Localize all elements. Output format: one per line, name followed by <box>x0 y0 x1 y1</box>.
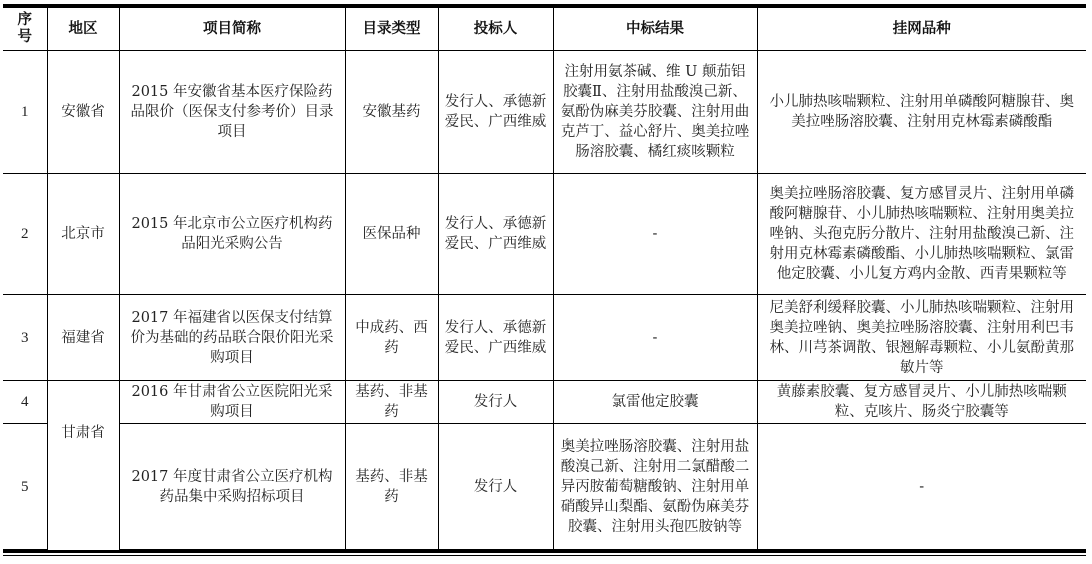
header-project: 项目简称 <box>119 8 345 51</box>
header-winning-result: 中标结果 <box>553 8 757 51</box>
cell-winning-result: 注射用氨茶碱、维 U 颠茄铝胶囊Ⅱ、注射用盐酸溴己新、氨酚伪麻美芬胶囊、注射用曲克芦丁、益心舒片、奥美拉唑肠溶胶囊、橘红痰咳颗粒 <box>553 51 757 174</box>
table-row <box>3 424 1086 550</box>
cell-project: 2017 年福建省以医保支付结算价为基础的药品联合限价阳光采购项目 <box>119 295 345 381</box>
header-catalog-type: 目录类型 <box>345 8 438 51</box>
cell-winning-result: 氯雷他定胶囊 <box>553 381 757 424</box>
cell-project: 2016 年甘肃省公立医院阳光采购项目 <box>119 381 345 424</box>
cell-bidder: 发行人 <box>438 381 553 424</box>
bidding-table-container <box>3 4 1086 556</box>
cell-seq: 3 <box>3 295 47 381</box>
cell-region: 安徽省 <box>47 51 119 174</box>
bottom-rule-thin <box>3 555 1086 556</box>
cell-region: 北京市 <box>47 174 119 295</box>
cell-bidder: 发行人 <box>438 424 553 550</box>
cell-bidder: 发行人、承德新爱民、广西维威 <box>438 295 553 381</box>
cell-project: 2015 年安徽省基本医疗保险药品限价（医保支付参考价）目录项目 <box>119 51 345 174</box>
cell-bidder: 发行人、承德新爱民、广西维威 <box>438 174 553 295</box>
cell-listed-varieties: 奥美拉唑肠溶胶囊、复方感冒灵片、注射用单磷酸阿糖腺苷、小儿肺热咳喘颗粒、注射用奥美拉唑钠、头孢克肟分散片、注射用盐酸溴己新、注射用克林霉素磷酸酯、小儿肺热咳喘颗粒、氯雷他定胶囊、小儿复方鸡内金散、西青果颗粒等 <box>757 174 1086 295</box>
header-seq: 序号 <box>3 8 47 51</box>
table-row <box>3 381 1086 424</box>
header-region: 地区 <box>47 8 119 51</box>
cell-project: 2015 年北京市公立医疗机构药品阳光采购公告 <box>119 174 345 295</box>
table-row <box>3 174 1086 295</box>
cell-listed-varieties: 黄藤素胶囊、复方感冒灵片、小儿肺热咳喘颗粒、克咳片、肠炎宁胶囊等 <box>757 381 1086 424</box>
cell-catalog-type: 医保品种 <box>345 174 438 295</box>
cell-winning-result: - <box>553 174 757 295</box>
cell-seq: 5 <box>3 424 47 550</box>
cell-seq: 4 <box>3 381 47 424</box>
bidding-table <box>3 8 1086 550</box>
header-row <box>3 8 1086 51</box>
cell-region: 福建省 <box>47 295 119 381</box>
cell-catalog-type: 安徽基药 <box>345 51 438 174</box>
cell-listed-varieties: - <box>757 424 1086 550</box>
cell-project: 2017 年度甘肃省公立医疗机构药品集中采购招标项目 <box>119 424 345 550</box>
cell-bidder: 发行人、承德新爱民、广西维威 <box>438 51 553 174</box>
cell-catalog-type: 中成药、西药 <box>345 295 438 381</box>
table-row <box>3 295 1086 381</box>
cell-listed-varieties: 尼美舒利缓释胶囊、小儿肺热咳喘颗粒、注射用奥美拉唑钠、奥美拉唑肠溶胶囊、注射用利巴韦林、川芎茶调散、银翘解毒颗粒、小儿氨酚黄那敏片等 <box>757 295 1086 381</box>
cell-listed-varieties: 小儿肺热咳喘颗粒、注射用单磷酸阿糖腺苷、奥美拉唑肠溶胶囊、注射用克林霉素磷酸酯 <box>757 51 1086 174</box>
header-bidder: 投标人 <box>438 8 553 51</box>
header-listed-varieties: 挂网品种 <box>757 8 1086 51</box>
cell-catalog-type: 基药、非基药 <box>345 424 438 550</box>
table-row <box>3 51 1086 174</box>
cell-winning-result: - <box>553 295 757 381</box>
cell-seq: 1 <box>3 51 47 174</box>
cell-catalog-type: 基药、非基药 <box>345 381 438 424</box>
cell-seq: 2 <box>3 174 47 295</box>
cell-region-merged: 甘肃省 <box>47 381 119 550</box>
cell-winning-result: 奥美拉唑肠溶胶囊、注射用盐酸溴己新、注射用二氯醋酸二异丙胺葡萄糖酸钠、注射用单硝酸异山梨酯、氨酚伪麻美芬胶囊、注射用头孢匹胺钠等 <box>553 424 757 550</box>
